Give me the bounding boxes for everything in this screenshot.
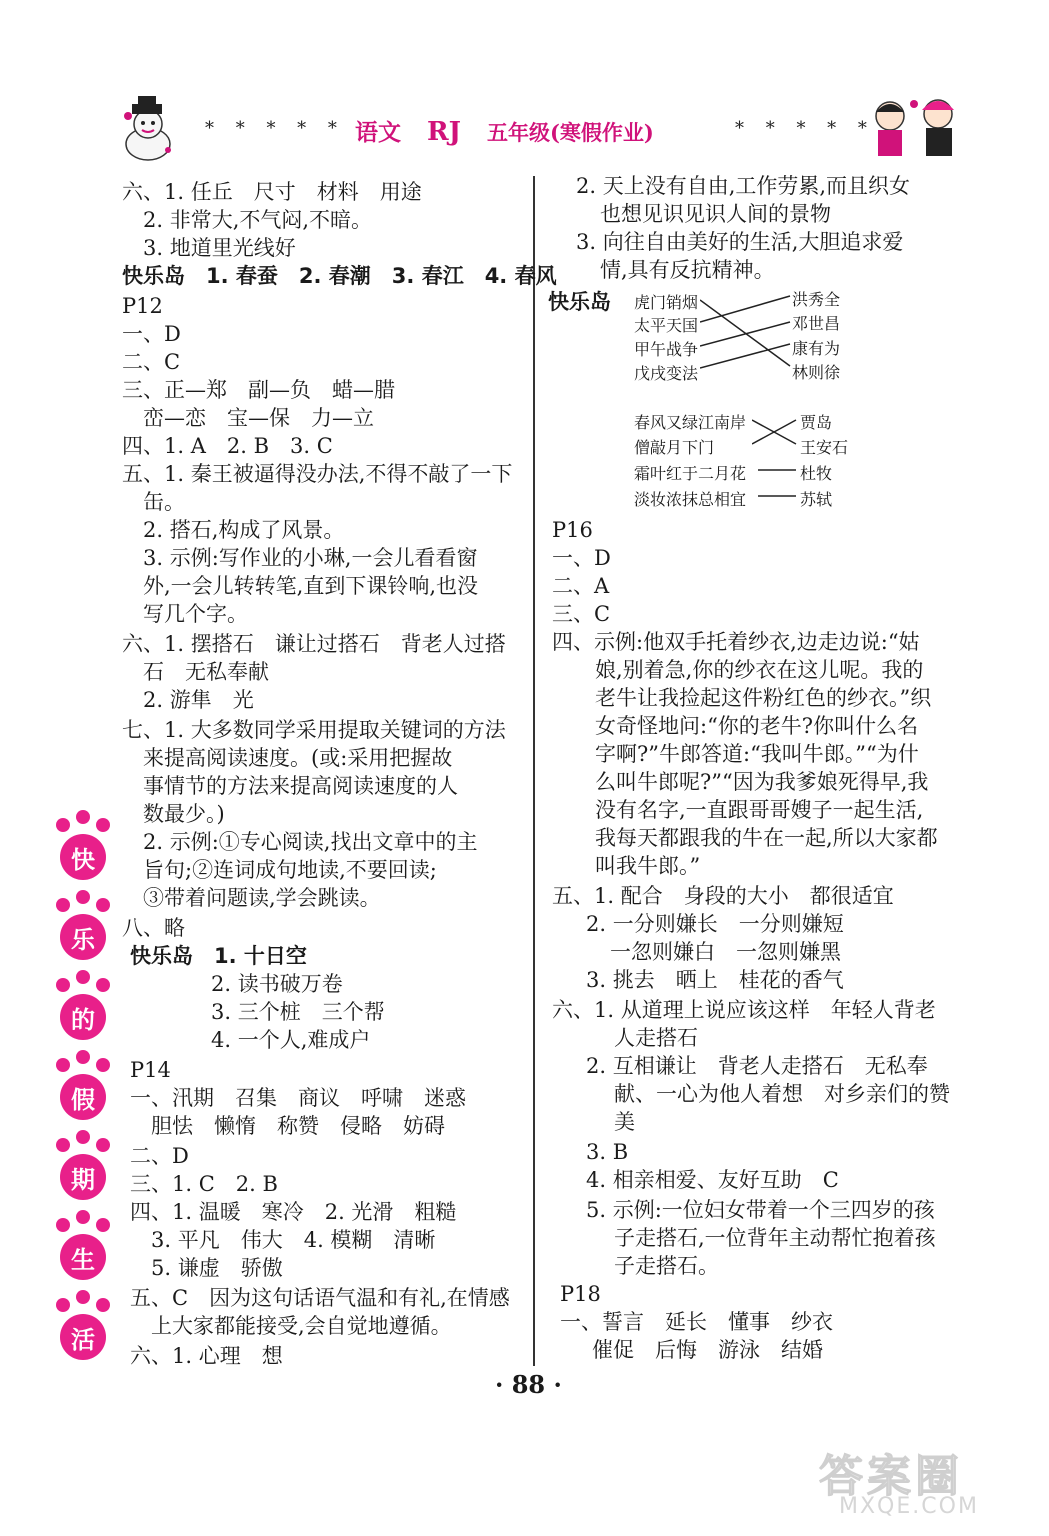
left-line: 六、1. 摆搭石 谦让过搭石 背老人过搭 — [122, 632, 506, 656]
right-line: P16 — [552, 518, 593, 542]
side-banner-char: 期 — [60, 1154, 106, 1200]
paw-icon — [56, 1058, 70, 1072]
matching1-left: 甲午战争 — [634, 340, 699, 359]
left-line: 五、C 因为这句话语气温和有礼,在情感 — [130, 1286, 510, 1310]
header-subject: 语文 — [355, 119, 401, 146]
left-line: 七、1. 大多数同学采用提取关键词的方法 — [122, 718, 506, 742]
right-line: 献、一心为他人着想 对乡亲们的赞 — [614, 1082, 950, 1106]
header-grade: 五年级(寒假作业) — [486, 120, 654, 145]
left-line: P14 — [130, 1058, 171, 1082]
left-line: 2. 游隼 光 — [122, 688, 254, 712]
left-line: P12 — [122, 294, 163, 318]
paw-icon — [96, 898, 110, 912]
matching2-right: 贾岛 — [800, 413, 833, 432]
right-line: 娘,别着急,你的纱衣在这儿呢。我的 — [595, 658, 924, 682]
matching2-right: 王安石 — [800, 438, 849, 457]
matching1-right: 康有为 — [792, 339, 841, 358]
header-title — [355, 114, 672, 147]
left-line: 三、正—郑 副—负 蜡—腊 — [122, 378, 395, 402]
watermark-logo — [809, 1440, 1019, 1520]
paw-icon — [96, 1138, 110, 1152]
right-line: 3. B — [586, 1140, 629, 1164]
left-line: 六、1. 心理 想 — [130, 1344, 283, 1368]
left-line: 一、汛期 召集 商议 呼啸 迷惑 — [130, 1086, 466, 1110]
right-line: 子走搭石。 — [614, 1254, 719, 1278]
right-line: 2. 一分则嫌长 一分则嫌短 — [586, 912, 844, 936]
right-line: 2. 互相谦让 背老人走搭石 无私奉 — [586, 1054, 928, 1078]
left-line: 写几个字。 — [122, 602, 248, 626]
right-line: 情,具有反抗精神。 — [600, 258, 775, 282]
right-line: 3. 向往自由美好的生活,大胆追求爱 — [576, 230, 904, 254]
watermark-url: MXQE.COM — [839, 1494, 979, 1519]
paw-icon — [76, 1050, 90, 1064]
left-line: 峦—恋 宝—保 力—立 — [122, 406, 374, 430]
left-line: 2. 非常大,不气闷,不暗。 — [122, 208, 373, 232]
paw-icon — [56, 978, 70, 992]
matching2-left: 霜叶红于二月花 — [634, 464, 747, 483]
header-edition: RJ — [427, 117, 461, 147]
left-line: 旨句;②连词成句地读,不要回读; — [122, 858, 437, 882]
paw-icon — [76, 1290, 90, 1304]
left-line: 上大家都能接受,会自觉地遵循。 — [130, 1314, 452, 1338]
right-line: 5. 示例:一位妇女带着一个三四岁的孩 — [586, 1198, 935, 1222]
left-line: 五、1. 秦王被逼得没办法,不得不敲了一下 — [122, 462, 513, 486]
matching2-right: 苏轼 — [800, 490, 833, 509]
header-decoration-right — [860, 92, 970, 164]
right-line: 么叫牛郎呢?”“因为我爹娘死得早,我 — [595, 770, 929, 794]
column-divider — [533, 176, 535, 1366]
paw-icon — [96, 1298, 110, 1312]
left-line: 数最少。) — [122, 802, 225, 826]
right-line: 叫我牛郎。” — [595, 854, 701, 878]
right-line: 老牛让我捡起这件粉红色的纱衣。”织 — [595, 686, 932, 710]
right-line: 没有名字,一直跟哥哥嫂子一起生活, — [595, 798, 924, 822]
paw-icon — [76, 1210, 90, 1224]
matching1-left: 太平天国 — [634, 316, 699, 335]
watermark-text: 答案圈 — [819, 1451, 963, 1502]
right-line: 三、C — [552, 602, 611, 626]
left-line: ③带着问题读,学会跳读。 — [122, 886, 381, 910]
right-line: 我每天都跟我的牛在一起,所以大家都 — [595, 826, 938, 850]
right-line: 4. 相亲相爱、友好互助 C — [586, 1168, 839, 1192]
left-line: 2. 读书破万卷 — [190, 972, 343, 996]
paw-icon — [76, 970, 90, 984]
left-line: 缶。 — [122, 490, 185, 514]
matching2-left: 淡妆浓抹总相宜 — [634, 490, 747, 509]
matching-lines-2 — [752, 410, 802, 500]
right-line: 女奇怪地问:“你的老牛?你叫什么名 — [595, 714, 919, 738]
side-banner-char: 的 — [60, 994, 106, 1040]
matching1-left: 戊戌变法 — [634, 364, 699, 383]
header-stars-left: * * * * * — [205, 118, 345, 139]
paw-icon — [96, 978, 110, 992]
paw-icon — [56, 898, 70, 912]
matching-lines-1 — [700, 290, 800, 380]
side-banner-char: 乐 — [60, 914, 106, 960]
matching2-left: 春风又绿江南岸 — [634, 413, 747, 432]
left-line: 二、D — [130, 1144, 189, 1168]
right-line: 人走搭石 — [614, 1026, 698, 1050]
left-line: 快乐岛 1. 春蚕 2. 春潮 3. 春江 4. 春风 — [122, 264, 557, 288]
left-line: 3. 三个桩 三个帮 — [190, 1000, 385, 1024]
matching2-left: 僧敲月下门 — [634, 438, 715, 457]
left-line: 3. 示例:写作业的小琳,一会儿看看窗 — [122, 546, 478, 570]
header-decoration-left — [108, 96, 188, 166]
left-line: 来提高阅读速度。(或:采用把握故 — [122, 746, 453, 770]
matching2-right: 杜牧 — [800, 464, 833, 483]
left-line: 四、1. 温暖 寒冷 2. 光滑 粗糙 — [130, 1200, 457, 1224]
paw-icon — [56, 1298, 70, 1312]
right-line: 四、示例:他双手托着纱衣,边走边说:“姑 — [552, 630, 920, 654]
side-banner-char: 活 — [60, 1314, 106, 1360]
left-line: 胆怯 懒惰 称赞 侵略 妨碍 — [130, 1114, 445, 1138]
right-line: 美 — [614, 1110, 635, 1134]
right-line: 催促 后悔 游泳 结婚 — [592, 1338, 823, 1362]
left-line: 事情节的方法来提高阅读速度的人 — [122, 774, 458, 798]
left-line: 快乐岛 1. 十日空 — [130, 944, 307, 968]
paw-icon — [76, 890, 90, 904]
right-line: 一、誓言 延长 懂事 纱衣 — [560, 1310, 833, 1334]
right-line: 五、1. 配合 身段的大小 都很适宜 — [552, 884, 894, 908]
left-line: 八、略 — [122, 916, 185, 940]
left-line: 2. 示例:①专心阅读,找出文章中的主 — [122, 830, 478, 854]
paw-icon — [56, 818, 70, 832]
right-line: P18 — [560, 1282, 601, 1306]
page-number: · 88 · — [495, 1370, 562, 1399]
right-line: 也想见识见识人间的景物 — [600, 202, 831, 226]
left-line: 一、D — [122, 322, 181, 346]
left-line: 四、1. A 2. B 3. C — [122, 434, 333, 458]
side-banner-char: 快 — [60, 834, 106, 880]
left-line: 外,一会儿转转笔,直到下课铃响,也没 — [122, 574, 479, 598]
left-line: 二、C — [122, 350, 181, 374]
right-line: 子走搭石,一位背年主动帮忙抱着孩 — [614, 1226, 936, 1250]
paw-icon — [76, 1130, 90, 1144]
matching1-right: 林则徐 — [792, 363, 841, 382]
left-line: 石 无私奉献 — [122, 660, 269, 684]
paw-icon — [56, 1138, 70, 1152]
right-line: 六、1. 从道理上说应该这样 年轻人背老 — [552, 998, 936, 1022]
right-line: 二、A — [552, 574, 610, 598]
side-banner-char: 生 — [60, 1234, 106, 1280]
right-line: 一忽则嫌白 一忽则嫌黑 — [610, 940, 841, 964]
header-stars-right: * * * * * — [735, 118, 875, 139]
left-line: 3. 平凡 伟大 4. 模糊 清晰 — [130, 1228, 436, 1252]
right-line: 2. 天上没有自由,工作劳累,而且织女 — [576, 174, 911, 198]
right-line: 3. 挑去 晒上 桂花的香气 — [586, 968, 844, 992]
left-line: 三、1. C 2. B — [130, 1172, 278, 1196]
paw-icon — [56, 1218, 70, 1232]
paw-icon — [96, 818, 110, 832]
side-banner-char: 假 — [60, 1074, 106, 1120]
right-line: 一、D — [552, 546, 611, 570]
left-line: 3. 地道里光线好 — [122, 236, 296, 260]
matching1-right: 洪秀全 — [792, 290, 841, 309]
left-line: 4. 一个人,难成户 — [190, 1028, 371, 1052]
paw-icon — [76, 810, 90, 824]
matching1-right: 邓世昌 — [792, 314, 841, 333]
right-line: 字啊?”牛郎答道:“我叫牛郎。”“为什 — [595, 742, 919, 766]
left-line: 2. 搭石,构成了风景。 — [122, 518, 345, 542]
paw-icon — [96, 1218, 110, 1232]
matching1-left: 虎门销烟 — [634, 293, 699, 312]
right-line: 快乐岛 — [548, 290, 611, 314]
paw-icon — [96, 1058, 110, 1072]
left-line: 六、1. 任丘 尺寸 材料 用途 — [122, 180, 422, 204]
left-line: 5. 谦虚 骄傲 — [130, 1256, 283, 1280]
